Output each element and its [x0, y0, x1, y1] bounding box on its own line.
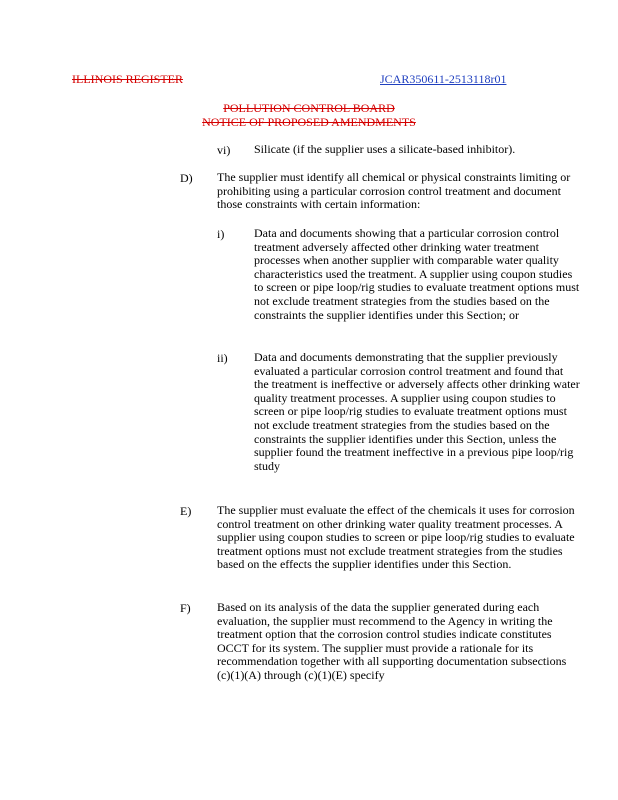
- item-label-f: F): [180, 601, 191, 615]
- item-text-d: The supplier must identify all chemical or physical constraints limiting or prohibiting using a particular corrosion control treatment and document those constraints with certain information:: [217, 170, 571, 212]
- notice-title: NOTICE OF PROPOSED AMENDMENTS: [202, 115, 416, 129]
- item-text-ii: Data and documents demonstrating that the supplier previously evaluated a particular corrosion control treatment and found that the treatment is ineffective or adversely affects other drinking water quality treatment processes. A supplier using coupon studies to screen or pipe loop/rig studies to evaluate treatment options must not exclude treatment strategies from the studies based on the constraints the supplier identifies under this Section, unless the supplier found the treatment ineffective in a previous pipe loop/rig study: [254, 350, 580, 473]
- register-name: ILLINOIS REGISTER: [72, 72, 183, 86]
- item-text-vi: Silicate (if the supplier uses a silicate-based inhibitor).: [254, 142, 516, 156]
- agency-title: POLLUTION CONTROL BOARD: [223, 101, 395, 115]
- item-text-f: Based on its analysis of the data the supplier generated during each evaluation, the supplier must recommend to the Agency in writing the treatment option that the corrosion control studies indicate constitutes OCCT for its system. The supplier must provide a rationale for its recommendation together with all supporting documentation subsections (c)(1)(A) through (c)(1)(E) specify: [217, 600, 567, 682]
- document-code: JCAR350611-2513118r01: [380, 72, 507, 86]
- item-label-ii: ii): [217, 351, 228, 365]
- item-label-i: i): [217, 227, 225, 241]
- item-text-i: Data and documents showing that a particular corrosion control treatment adversely affected other drinking water treatment processes when another supplier with comparable water quality characteristics used the treatment. A supplier using coupon studies to screen or pipe loop/rig studies to evaluate treatment options must not exclude treatment strategies from the studies based on the constraints the supplier identifies under this Section; or: [254, 226, 580, 322]
- item-label-d: D): [180, 171, 193, 185]
- item-label-vi: vi): [217, 143, 231, 157]
- item-text-e: The supplier must evaluate the effect of the chemicals it uses for corrosion control treatment on other drinking water quality treatment processes. A supplier using coupon studies to screen or pipe loop/rig studies to evaluate treatment options must not exclude treatment strategies from the studies based on the effects the supplier identifies under this Section.: [217, 503, 575, 572]
- item-label-e: E): [180, 504, 192, 518]
